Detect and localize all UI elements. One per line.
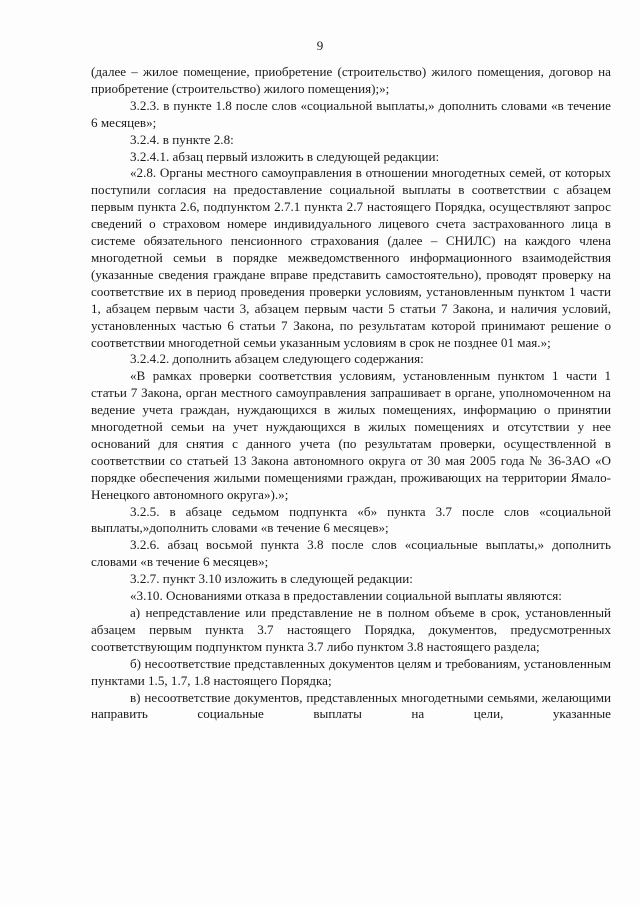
list-item-v: в) несоответствие документов, представленных многодетными семьями, желающими направить социальные выплаты на цели, указанные [91,689,611,722]
list-item-b: б) несоответствие представленных документов целям и требованиям, установленным пунктами 1.5, 1.7, 1.8 настоящего Порядка; [91,655,611,688]
document-body [91,64,611,723]
paragraph-3-2-3: 3.2.3. в пункте 1.8 после слов «социальной выплаты,» дополнить словами «в течение 6 месяцев»; [91,97,611,130]
page-number: 9 [316,38,324,53]
paragraph-3-2-5: 3.2.5. в абзаце седьмом подпункта «б» пункта 3.7 после слов «социальной выплаты,»дополнить словами «в течение 6 месяцев»; [91,503,611,536]
paragraph-3-10-text: «3.10. Основаниями отказа в предоставлении социальной выплаты являются: [130,588,562,604]
paragraph-continuation: (далее – жилое помещение, приобретение (строительство) жилого помещения, договор на приобретение (строительство) жилого помещения);»; [91,64,611,96]
paragraph-3-2-4-1: 3.2.4.1. абзац первый изложить в следующей редакции: [130,148,440,164]
paragraph-3-2-7: 3.2.7. пункт 3.10 изложить в следующей редакции: [130,571,413,587]
paragraph-3-2-6: 3.2.6. абзац восьмой пункта 3.8 после слов «социальные выплаты,» дополнить словами «в течение 6 месяцев»; [91,537,611,570]
paragraph-verification-text: «В рамках проверки соответствия условиям, установленным пунктом 1 части 1 статьи 7 Закона, орган местного самоуправления запрашивает в органе, уполномоченном на ведение учета граждан, нуждающихся в жилых помещениях, информацию о принятии многодетной семьи на учет нуждающихся в жилых помещениях и отсутствии у нее оснований для снятия с данного учета (по результатам проверки, осуществленной в соответствии со статьей 13 Закона автономного округа от 30 мая 2005 года № 36-ЗАО «О порядке обеспечения жилыми помещениями граждан, проживающих на территории Ямало-Ненецкого автономного округа»).»; [91,368,611,502]
list-item-a: а) непредставление или представление не в полном объеме в срок, установленный абзацем первым пункта 3.7 настоящего Порядка, документов, предусмотренных соответствующим подпунктом пункта 3.7 либо пунктом 3.8 настоящего раздела; [91,605,611,654]
paragraph-3-2-4-2: 3.2.4.2. дополнить абзацем следующего содержания: [130,351,424,367]
paragraph-2-8-text: «2.8. Органы местного самоуправления в отношении многодетных семей, от которых поступили согласия на предоставление социальной выплаты в соответствии с абзацем первым пункта 2.6, подпунктом 2.7.1 пункта 2.7 настоящего Порядка, осуществляют запрос сведений о страховом номере индивидуального лицевого счета застрахованного лица в системе обязательного пенсионного страхования (далее – СНИЛС) на каждого члена многодетной семьи в порядке межведомственного информационного взаимодействия (указанные сведения граждане вправе представить самостоятельно), проводят проверку на соответствие их в период проведения проверки условиям, установленным пунктом 1 части 1, абзацем первым части 3, абзацем первым части 5 статьи 7 Закона, и наличия условий, установленных частью 6 статьи 7 Закона, по результатам которой принимают решение о соответствии многодетной семьи указанным условиям в срок не позднее 01 мая.»; [91,165,611,350]
paragraph-3-2-4: 3.2.4. в пункте 2.8: [130,131,234,147]
